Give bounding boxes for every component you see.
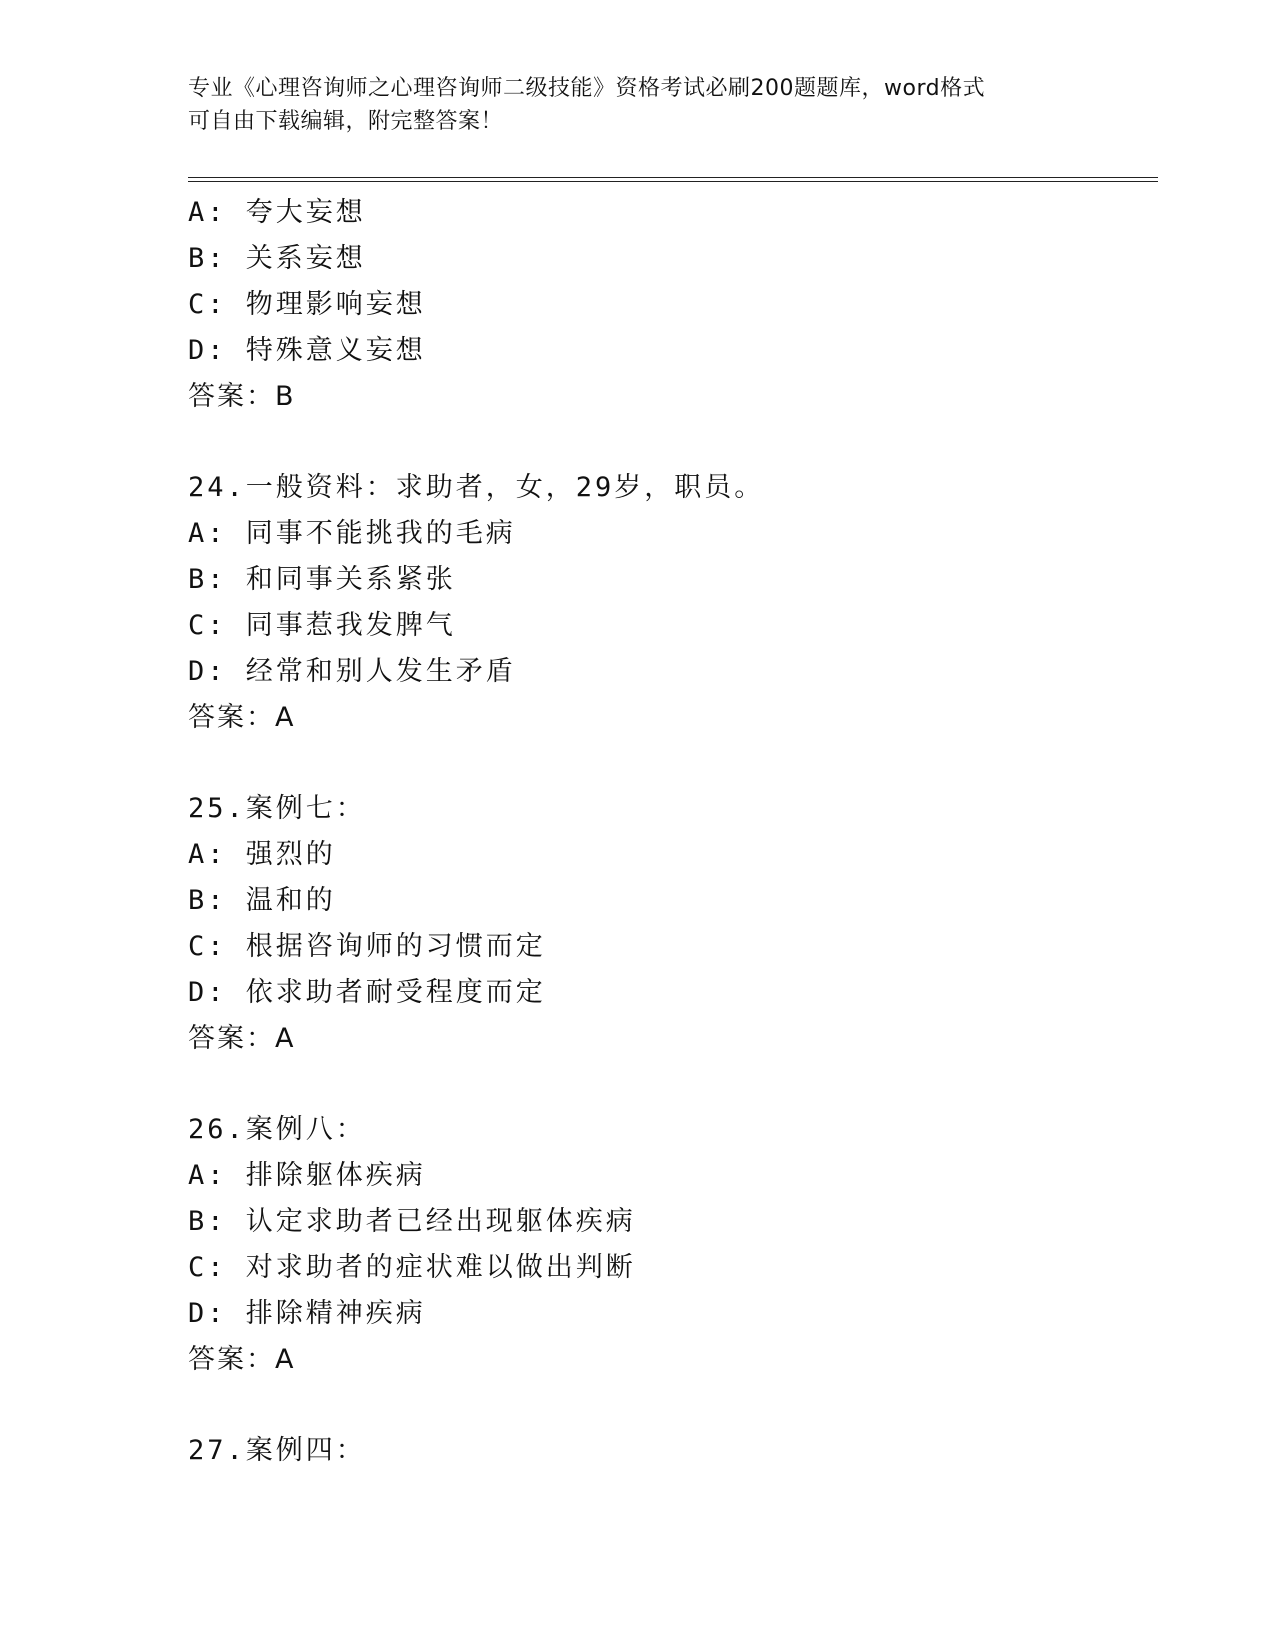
option-a: A: 同事不能挑我的毛病 [188, 518, 516, 549]
header-divider-top [188, 177, 1158, 178]
header-line-2: 可自由下载编辑，附完整答案！ [188, 109, 504, 134]
option-b: B: 关系妄想 [188, 243, 366, 274]
option-d: D: 经常和别人发生矛盾 [188, 656, 516, 687]
option-c: C: 根据咨询师的习惯而定 [188, 931, 546, 962]
option-d: D: 依求助者耐受程度而定 [188, 977, 546, 1008]
option-c: C: 物理影响妄想 [188, 289, 426, 320]
option-d: D: 排除精神疾病 [188, 1298, 426, 1329]
question-23 [188, 190, 1148, 420]
question-27 [188, 1428, 1148, 1474]
answer: 答案：B [188, 381, 296, 412]
question-26 [188, 1107, 1148, 1383]
question-stem: 24.一般资料：求助者，女，29岁，职员。 [188, 472, 765, 503]
question-stem: 26.案例八： [188, 1114, 366, 1145]
document-header [188, 72, 1088, 138]
header-divider-bottom [188, 181, 1158, 182]
answer: 答案：A [188, 1344, 296, 1375]
option-d: D: 特殊意义妄想 [188, 335, 426, 366]
question-stem: 27.案例四： [188, 1435, 366, 1466]
option-b: B: 和同事关系紧张 [188, 564, 456, 595]
option-c: C: 同事惹我发脾气 [188, 610, 456, 641]
header-line-1: 专业《心理咨询师之心理咨询师二级技能》资格考试必刷200题题库，word格式 [188, 76, 986, 101]
question-24 [188, 465, 1148, 741]
option-c: C: 对求助者的症状难以做出判断 [188, 1252, 636, 1283]
answer: 答案：A [188, 1023, 296, 1054]
option-b: B: 温和的 [188, 885, 336, 916]
question-stem: 25.案例七： [188, 793, 366, 824]
option-b: B: 认定求助者已经出现躯体疾病 [188, 1206, 636, 1237]
question-list [188, 190, 1148, 1474]
option-a: A: 强烈的 [188, 839, 336, 870]
answer: 答案：A [188, 702, 296, 733]
option-a: A: 排除躯体疾病 [188, 1160, 426, 1191]
option-a: A: 夸大妄想 [188, 197, 366, 228]
question-25 [188, 786, 1148, 1062]
